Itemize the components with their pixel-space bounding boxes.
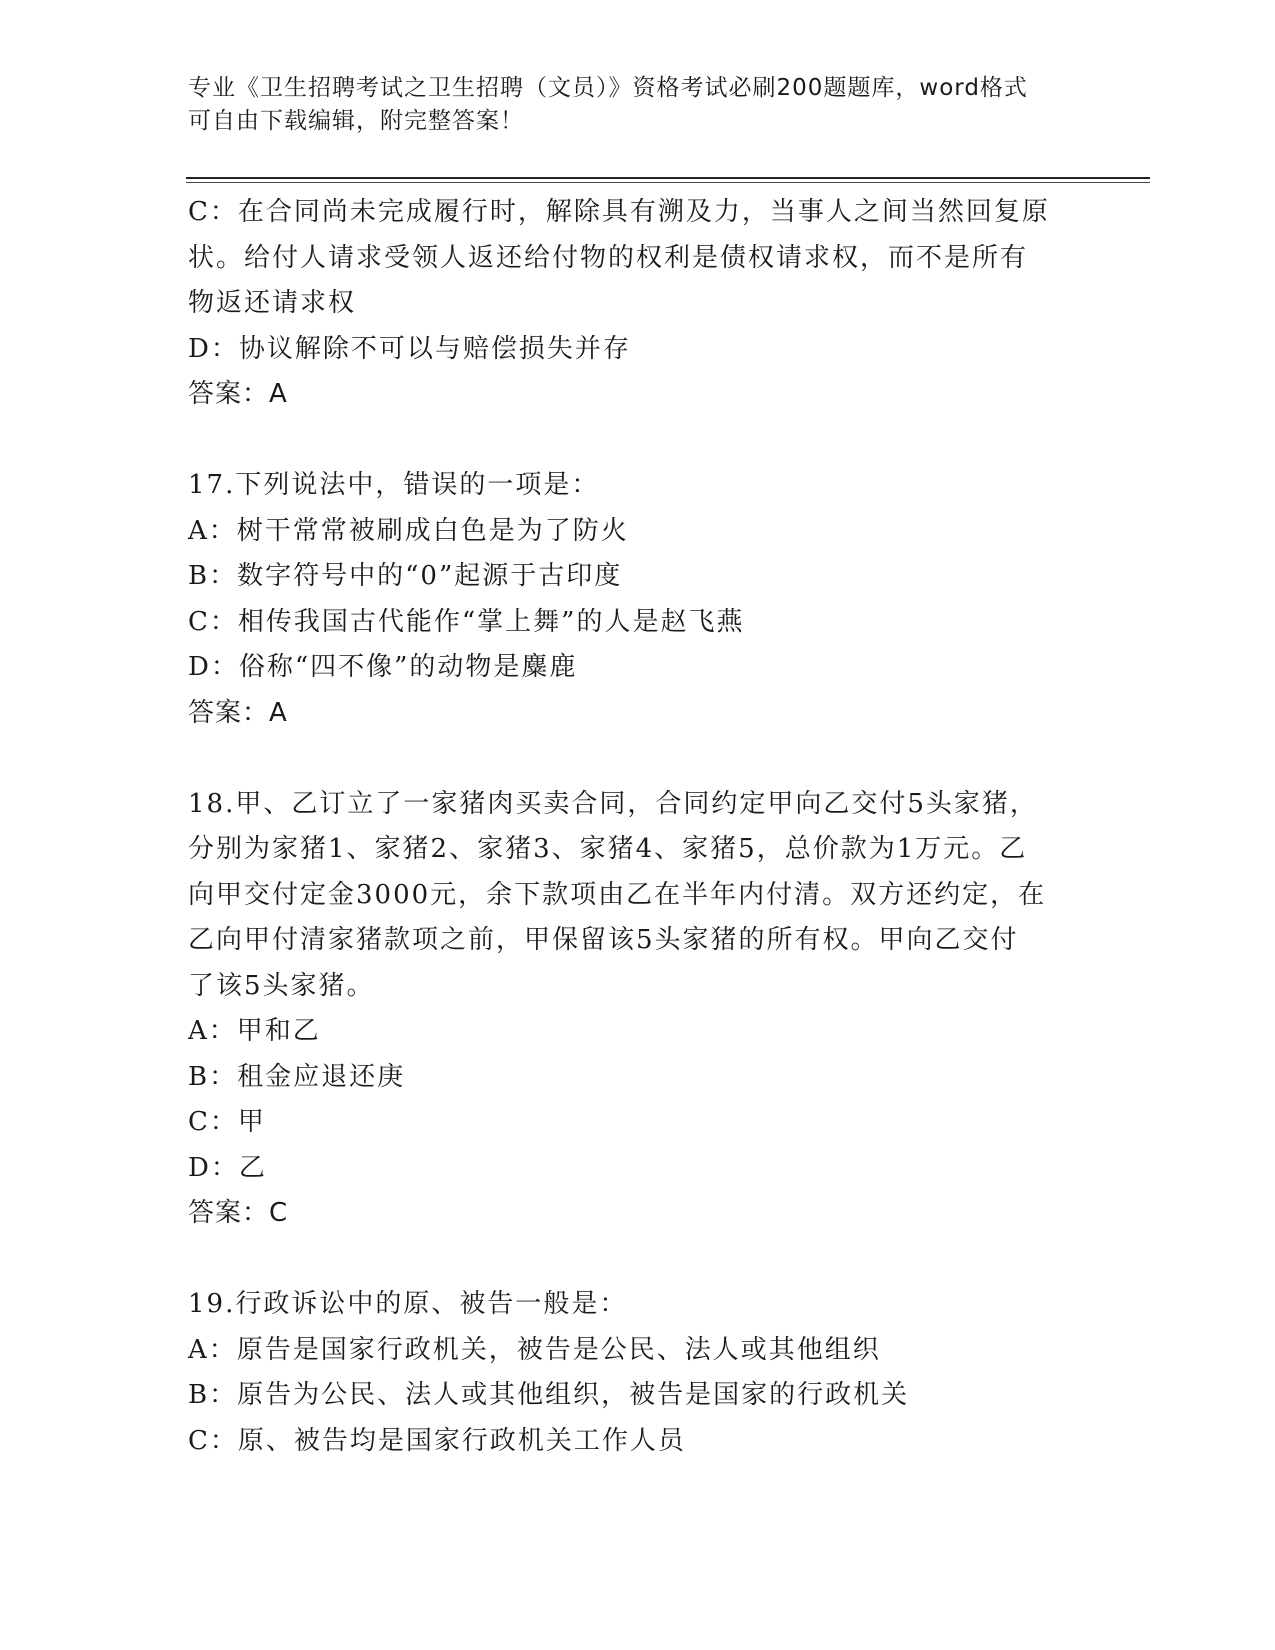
question-stem: 乙向甲付清家猪款项之前，甲保留该5头家猪的所有权。甲向乙交付 xyxy=(188,925,1019,955)
option-a-text: A：树干常常被刷成白色是为了防火 xyxy=(188,515,629,546)
answer-label: 答案：C xyxy=(188,1198,289,1228)
option-b-text: B：数字符号中的“0”起源于古印度 xyxy=(188,561,623,591)
header-divider xyxy=(186,177,1150,179)
option-c-text: C：在合同尚未完成履行时，解除具有溯及力，当事人之间当然回复原 xyxy=(188,197,1050,227)
option-d-text: D：协议解除不可以与赔偿损失并存 xyxy=(188,333,631,364)
option-c-text: C：原、被告均是国家行政机关工作人员 xyxy=(188,1425,686,1456)
question-stem: 了该5头家猪。 xyxy=(188,970,375,1001)
question-stem: 向甲交付定金3000元，余下款项由乙在半年内付清。双方还约定，在 xyxy=(188,879,1047,910)
option-a-text: A：甲和乙 xyxy=(188,1016,321,1046)
option-c-text: 物返还请求权 xyxy=(188,288,357,318)
option-c-text: 状。给付人请求受领人返还给付物的权利是债权请求权，而不是所有 xyxy=(188,242,1029,273)
document-header xyxy=(188,72,1088,138)
question-stem: 18.甲、乙订立了一家猪肉买卖合同，合同约定甲向乙交付5头家猪， xyxy=(188,788,1038,819)
option-b-text: B：原告为公民、法人或其他组织，被告是国家的行政机关 xyxy=(188,1380,910,1410)
option-d-text: D：俗称“四不像”的动物是麋鹿 xyxy=(188,652,578,682)
option-c-text: C：相传我国古代能作“掌上舞”的人是赵飞燕 xyxy=(188,606,745,637)
option-d-text: D：乙 xyxy=(188,1152,267,1183)
header-title-line: 专业《卫生招聘考试之卫生招聘（文员）》资格考试必刷200题题库，word格式 xyxy=(188,75,1028,101)
answer-label: 答案：A xyxy=(188,697,288,728)
option-a-text: A：原告是国家行政机关，被告是公民、法人或其他组织 xyxy=(188,1334,881,1365)
question-stem: 分别为家猪1、家猪2、家猪3、家猪4、家猪5，总价款为1万元。乙 xyxy=(188,834,1028,864)
option-c-text: C：甲 xyxy=(188,1107,266,1137)
answer-label: 答案：A xyxy=(188,379,288,409)
question-stem: 19.行政诉讼中的原、被告一般是： xyxy=(188,1289,628,1319)
header-title-line: 可自由下载编辑，附完整答案！ xyxy=(188,108,524,134)
question-list xyxy=(188,190,1088,1464)
question-stem: 17.下列说法中，错误的一项是： xyxy=(188,470,600,500)
option-b-text: B：租金应退还庚 xyxy=(188,1061,406,1092)
header-divider-thin xyxy=(186,182,1150,183)
